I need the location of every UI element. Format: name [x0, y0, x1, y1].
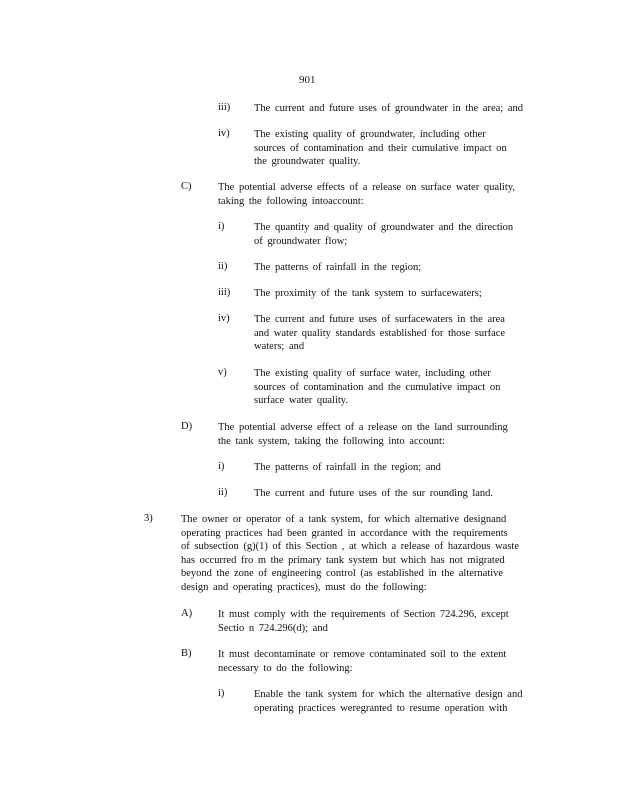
item-text: It must decontaminate or remove contaminated soil to the extent necessary to do the following:	[218, 649, 507, 674]
item-marker: iii)	[218, 102, 231, 113]
item-marker: 3)	[144, 513, 153, 524]
item-marker: iv)	[218, 128, 230, 139]
item-text: The patterns of rainfall in the region;	[254, 262, 422, 273]
item-text: The proximity of the tank system to surfacewaters;	[254, 288, 482, 299]
item-text: The current and future uses of groundwater in the area; and	[254, 103, 523, 114]
item-marker: i)	[218, 461, 225, 472]
item-marker: ii)	[218, 261, 228, 272]
item-marker: D)	[181, 421, 193, 432]
item-marker: ii)	[218, 487, 228, 498]
item-text: The owner or operator of a tank system, for which alternative designand operating practices had been granted in accordance with the requirements of subsection (g)(1) of this Section , at which a release of hazardous waste has occurred fro m the primary tank system but which has not migrated beyond the zone of engineering control (as established in the alternative design and operating practices), must do the following:	[181, 514, 519, 593]
item-marker: B)	[181, 648, 192, 659]
item-marker: i)	[218, 221, 225, 232]
item-text: The existing quality of groundwater, including other sources of contamination and their cumulative impact on the groundwater quality.	[254, 129, 507, 168]
item-marker: v)	[218, 367, 227, 378]
item-text: Enable the tank system for which the alternative design and operating practices weregranted to resume operation with	[254, 689, 523, 714]
item-marker: C)	[181, 181, 192, 192]
item-marker: iii)	[218, 287, 231, 298]
item-text: The current and future uses of surfacewaters in the area and water quality standards established for those surface waters; and	[254, 314, 506, 353]
item-text: The quantity and quality of groundwater and the direction of groundwater flow;	[254, 222, 514, 247]
item-marker: iv)	[218, 313, 230, 324]
page-number: 901	[299, 74, 316, 86]
item-marker: i)	[218, 688, 225, 699]
item-text: The existing quality of surface water, including other sources of contamination and the cumulative impact on surface water quality.	[254, 368, 501, 407]
item-marker: A)	[181, 608, 193, 619]
item-text: The potential adverse effect of a release on the land surrounding the tank system, taking the following into account:	[218, 422, 508, 447]
item-text: The patterns of rainfall in the region; and	[254, 462, 441, 473]
item-text: The current and future uses of the sur rounding land.	[254, 488, 494, 499]
item-text: It must comply with the requirements of Section 724.296, except Sectio n 724.296(d); and	[218, 609, 509, 634]
item-text: The potential adverse effects of a release on surface water quality, taking the following intoaccount:	[218, 182, 515, 207]
